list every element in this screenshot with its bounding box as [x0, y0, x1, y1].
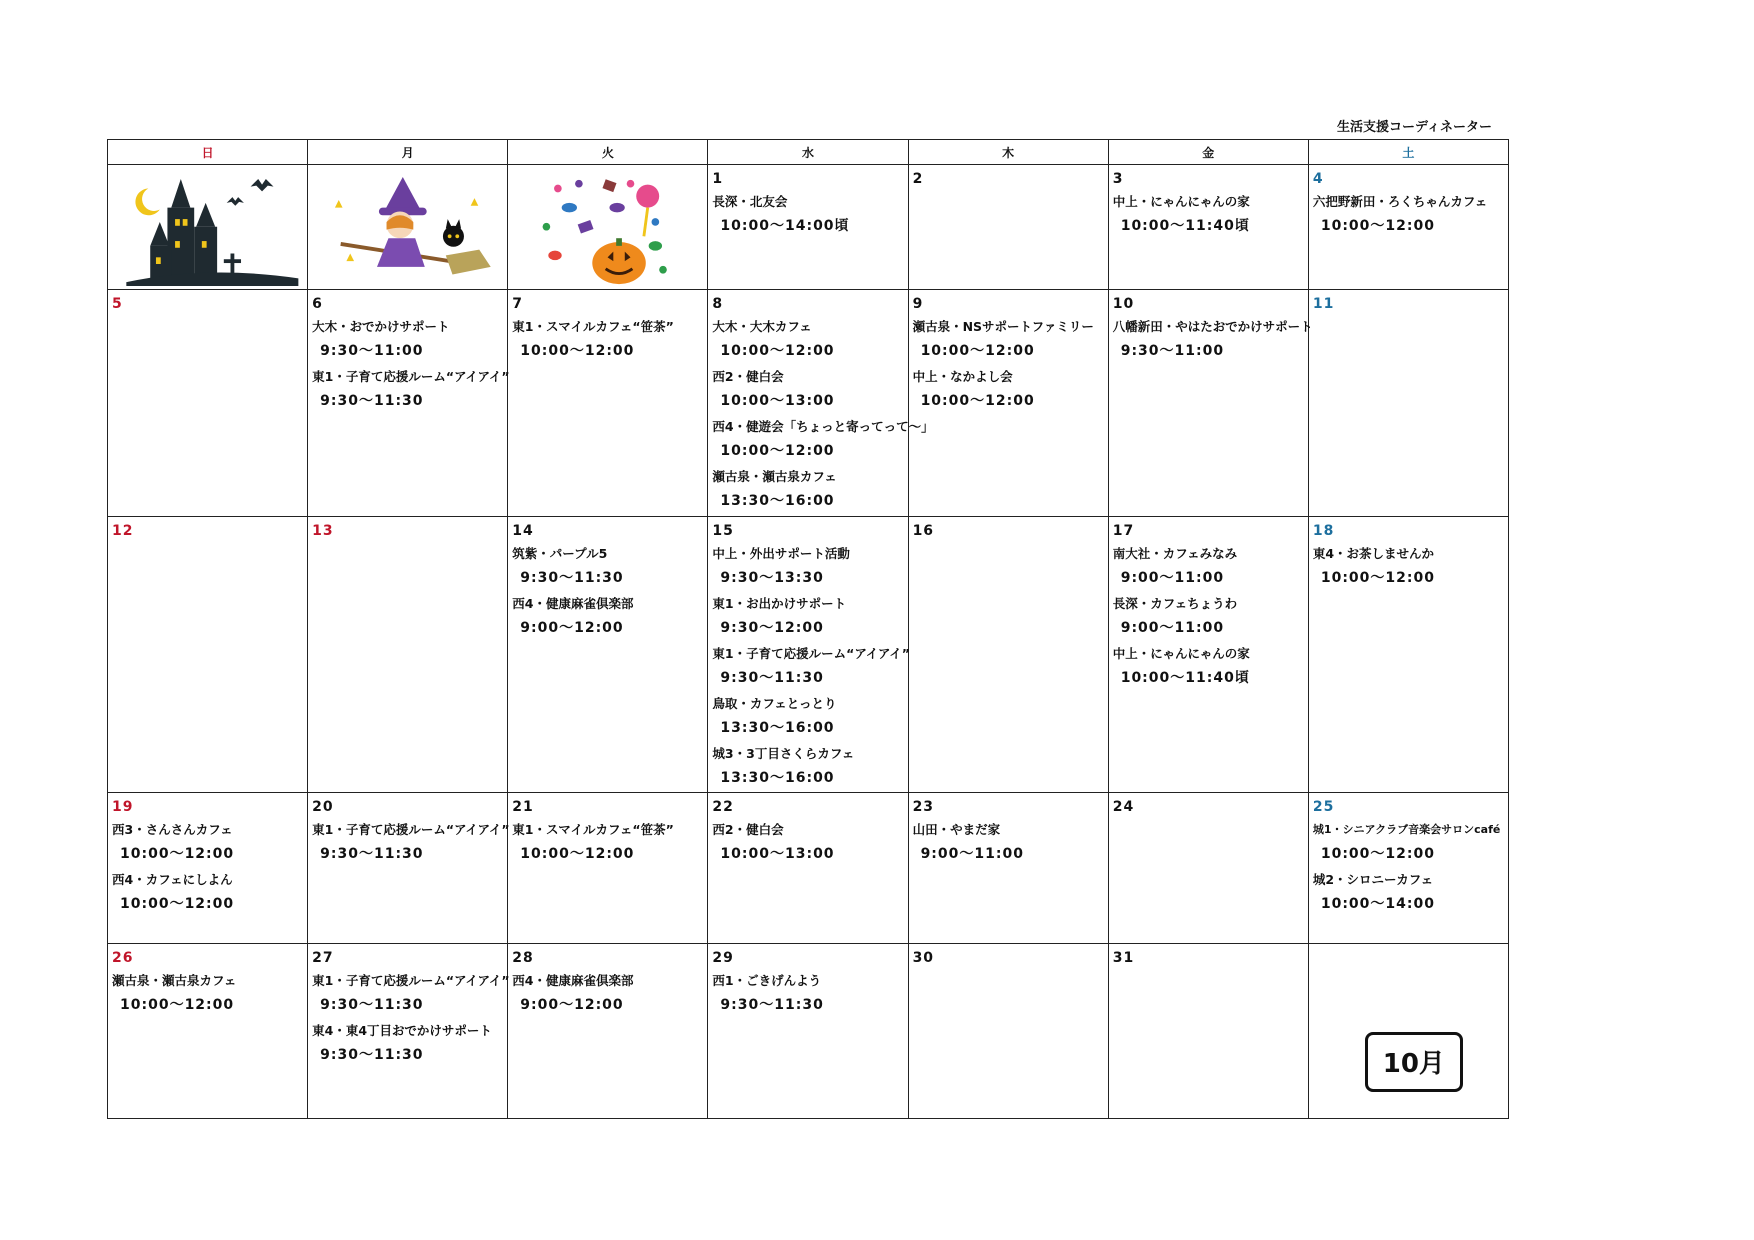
event-item — [1113, 641, 1304, 691]
week-row-1 — [108, 165, 1509, 290]
day-number: 26 — [112, 949, 134, 966]
event-name: 瀬古泉・瀬古泉カフェ — [712, 469, 837, 485]
event-name: 大木・大木カフェ — [712, 319, 812, 335]
day-number: 20 — [312, 799, 334, 816]
event-item — [712, 741, 903, 791]
event-name: 中上・にゃんにゃんの家 — [1112, 645, 1250, 661]
day-number: 19 — [112, 799, 134, 816]
event-item — [1313, 817, 1504, 867]
event-item — [512, 591, 703, 641]
event-name: 西4・健康麻雀倶楽部 — [512, 972, 634, 988]
day-cell-15 — [708, 516, 908, 793]
day-cell-25 — [1308, 793, 1508, 943]
event-time: 9:30～11:30 — [720, 996, 824, 1013]
event-item — [1313, 189, 1504, 239]
day-number: 23 — [912, 799, 935, 816]
event-name: 西1・ごきげんよう — [712, 972, 822, 988]
event-item — [1113, 189, 1304, 239]
day-cell-6 — [308, 290, 508, 516]
day-cell-5 — [108, 290, 308, 516]
day-number: 27 — [312, 949, 334, 966]
event-name: 東1・子育て応援ルーム“アイアイ” — [312, 822, 510, 838]
event-name: 東1・スマイルカフェ“笹茶” — [512, 822, 674, 838]
event-time: 10:00～12:00 — [1320, 569, 1435, 586]
event-time: 9:00～11:00 — [920, 846, 1024, 863]
day-cell-28 — [508, 943, 708, 1118]
day-cell-10 — [1108, 290, 1313, 516]
day-number: 13 — [312, 522, 334, 539]
event-name: 八幡新田・やはたおでかけサポート — [1112, 319, 1313, 335]
day-cell-12 — [108, 516, 308, 793]
event-item — [512, 817, 703, 867]
event-time: 10:00～11:40頃 — [1120, 218, 1250, 234]
event-name: 西4・健康麻雀倶楽部 — [512, 595, 634, 611]
event-name: 中上・なかよし会 — [912, 369, 1013, 385]
event-time: 9:30～11:30 — [320, 393, 424, 410]
day-number: 31 — [1112, 949, 1135, 966]
event-name: 鳥取・カフェとっとり — [712, 695, 837, 711]
event-time: 10:00～12:00 — [720, 443, 835, 460]
event-name: 南大社・カフェみなみ — [1112, 545, 1238, 561]
day-cell-29 — [708, 943, 908, 1118]
event-time: 9:30～11:00 — [1120, 343, 1225, 360]
event-name: 中上・外出サポート活動 — [712, 545, 850, 561]
weekday-wednesday: 水 — [708, 140, 908, 165]
event-item — [112, 968, 303, 1018]
event-item — [712, 541, 903, 591]
day-number: 30 — [912, 949, 935, 966]
event-time: 10:00～14:00 — [1320, 896, 1435, 913]
month-label: 10月 — [1365, 1032, 1463, 1092]
day-number: 28 — [512, 949, 534, 966]
event-name: 東4・お茶しませんか — [1312, 545, 1435, 561]
event-item — [312, 1018, 503, 1068]
day-number: 12 — [112, 522, 134, 539]
event-name: 西2・健白会 — [712, 369, 784, 385]
day-number: 6 — [312, 296, 323, 313]
event-time: 9:00～11:00 — [1120, 569, 1225, 586]
week-row-3 — [108, 516, 1509, 793]
event-item — [312, 364, 510, 414]
event-name: 大木・おでかけサポート — [312, 319, 450, 335]
day-cell-3 — [1108, 165, 1308, 290]
event-item — [1113, 591, 1304, 641]
event-item — [712, 691, 903, 741]
event-name: 六把野新田・ろくちゃんカフェ — [1312, 194, 1488, 209]
day-cell-7 — [508, 290, 708, 516]
event-name: 東1・スマイルカフェ“笹茶” — [512, 319, 674, 335]
day-cell-2 — [908, 165, 1108, 290]
candy-and-pumpkin-illustration — [508, 165, 708, 290]
day-cell-8 — [708, 290, 934, 516]
event-item — [512, 314, 703, 364]
event-item — [712, 364, 903, 414]
event-name: 東4・東4丁目おでかけサポート — [312, 1022, 492, 1038]
event-time: 10:00～12:00 — [720, 343, 835, 360]
day-number: 17 — [1112, 522, 1135, 539]
event-item — [712, 968, 903, 1018]
day-number: 9 — [912, 296, 924, 313]
event-item — [712, 464, 903, 514]
weekday-monday: 月 — [308, 140, 508, 165]
event-time: 10:00～12:00 — [520, 343, 635, 360]
event-item — [312, 314, 503, 364]
day-cell-26 — [108, 943, 308, 1118]
day-cell-19 — [108, 793, 308, 943]
event-item — [1313, 541, 1504, 591]
day-number: 21 — [512, 799, 534, 816]
event-name: 長深・北友会 — [712, 194, 788, 209]
event-item — [512, 968, 703, 1018]
event-name: 西2・健白会 — [712, 822, 784, 838]
weekday-thursday: 木 — [908, 140, 1108, 165]
day-cell-23 — [908, 793, 1108, 943]
day-number: 24 — [1112, 799, 1135, 816]
week-row-2 — [108, 290, 1509, 516]
event-item — [712, 414, 934, 464]
day-cell-9 — [908, 290, 1108, 516]
event-time: 13:30～16:00 — [720, 719, 835, 736]
event-name: 西4・カフェにしよん — [112, 872, 233, 888]
day-cell-31 — [1108, 943, 1308, 1118]
calendar-table — [107, 139, 1509, 1119]
day-cell-24 — [1108, 793, 1308, 943]
day-number: 15 — [712, 522, 734, 539]
event-item — [712, 817, 903, 867]
day-cell-22 — [708, 793, 908, 943]
day-number: 7 — [512, 296, 524, 313]
event-time: 9:30～11:30 — [320, 1046, 424, 1063]
day-number: 11 — [1312, 296, 1335, 313]
event-item — [712, 641, 910, 691]
day-cell-4 — [1308, 165, 1508, 290]
witch-on-broom-illustration — [308, 165, 508, 290]
day-number: 1 — [712, 171, 724, 187]
event-name: 城1・シニアクラブ音楽会サロンcafé — [1312, 823, 1501, 837]
day-cell-20 — [308, 793, 508, 943]
day-number: 4 — [1312, 171, 1324, 187]
event-time: 10:00～12:00 — [920, 343, 1035, 360]
event-time: 9:00～12:00 — [520, 619, 624, 636]
event-time: 9:30～13:30 — [720, 569, 824, 586]
day-cell-11 — [1308, 290, 1508, 516]
event-time: 10:00～12:00 — [920, 393, 1035, 410]
event-item — [913, 817, 1104, 867]
event-time: 9:30～11:30 — [320, 996, 424, 1013]
event-time: 9:00～11:00 — [1120, 619, 1225, 636]
event-item — [112, 817, 303, 867]
event-time: 10:00～12:00 — [1320, 218, 1435, 234]
event-name: 瀬古泉・NSサポートファミリー — [912, 319, 1094, 335]
event-time: 9:30～11:00 — [320, 343, 424, 360]
event-time: 10:00～13:00 — [720, 846, 835, 863]
day-cell-14 — [508, 516, 708, 793]
day-cell-18 — [1308, 516, 1508, 793]
event-item — [913, 314, 1104, 364]
event-time: 9:00～12:00 — [520, 996, 624, 1013]
event-item — [1113, 541, 1304, 591]
day-number: 10 — [1112, 296, 1135, 313]
event-item — [512, 541, 703, 591]
day-cell-17 — [1108, 516, 1308, 793]
event-name: 瀬古泉・瀬古泉カフェ — [112, 972, 237, 988]
day-number: 16 — [912, 522, 935, 539]
event-item — [312, 817, 510, 867]
event-time: 13:30～16:00 — [720, 769, 835, 786]
event-item — [112, 867, 303, 917]
day-number: 8 — [712, 296, 724, 313]
week-row-5 — [108, 943, 1509, 1118]
event-name: 中上・にゃんにゃんの家 — [1112, 194, 1250, 209]
event-time: 9:30～11:30 — [320, 846, 424, 863]
event-time: 10:00～13:00 — [720, 393, 835, 410]
event-time: 10:00～14:00頃 — [720, 218, 850, 234]
event-name: 城2・シロニーカフェ — [1312, 872, 1434, 888]
event-item — [312, 968, 510, 1018]
event-time: 10:00～12:00 — [120, 896, 235, 913]
day-number: 29 — [712, 949, 734, 966]
event-time: 10:00～11:40頃 — [1120, 669, 1250, 686]
event-time: 9:30～11:30 — [520, 569, 624, 586]
weekday-friday: 金 — [1108, 140, 1308, 165]
event-item — [712, 189, 903, 239]
day-cell-21 — [508, 793, 708, 943]
event-time: 13:30～16:00 — [720, 493, 835, 510]
event-name: 城3・3丁目さくらカフェ — [712, 745, 855, 761]
event-item — [1112, 314, 1313, 364]
day-cell-13 — [308, 516, 508, 793]
day-number: 5 — [112, 296, 123, 313]
day-cell-16 — [908, 516, 1108, 793]
day-number: 18 — [1312, 522, 1335, 539]
event-item — [712, 314, 903, 364]
event-name: 東1・子育て応援ルーム“アイアイ” — [312, 972, 510, 988]
event-name: 東1・子育て応援ルーム“アイアイ” — [312, 369, 510, 385]
event-time: 10:00～12:00 — [120, 996, 235, 1013]
weekday-tuesday: 火 — [508, 140, 708, 165]
organization-label: 生活支援コーディネーター — [1337, 120, 1492, 135]
event-time: 9:30～11:30 — [720, 669, 824, 686]
event-name: 東1・子育て応援ルーム“アイアイ” — [712, 645, 910, 661]
weekday-header-row — [108, 140, 1509, 165]
event-time: 10:00～12:00 — [120, 846, 235, 863]
day-number: 25 — [1312, 799, 1335, 816]
event-name: 長深・カフェちょうわ — [1112, 595, 1238, 611]
event-name: 西4・健遊会「ちょっと寄ってって～」 — [712, 419, 934, 435]
day-cell-27 — [308, 943, 508, 1118]
event-item — [1313, 867, 1504, 917]
event-time: 9:30～12:00 — [720, 619, 824, 636]
weekday-sunday: 日 — [108, 140, 308, 165]
day-cell-30 — [908, 943, 1108, 1118]
event-name: 筑紫・パープル5 — [512, 545, 608, 561]
event-item — [913, 364, 1104, 414]
day-number: 22 — [712, 799, 734, 816]
day-number: 14 — [512, 522, 534, 539]
day-number: 2 — [912, 171, 924, 187]
day-number: 3 — [1112, 171, 1124, 187]
event-time: 10:00～12:00 — [1320, 846, 1435, 863]
day-cell-1 — [708, 165, 908, 290]
event-name: 西3・さんさんカフェ — [112, 822, 233, 838]
week-row-4 — [108, 793, 1509, 943]
month-label-cell — [1308, 943, 1508, 1118]
event-item — [712, 591, 903, 641]
weekday-saturday: 土 — [1308, 140, 1508, 165]
haunted-house-illustration — [108, 165, 308, 290]
event-name: 東1・お出かけサポート — [712, 595, 847, 611]
event-time: 10:00～12:00 — [520, 846, 635, 863]
event-name: 山田・やまだ家 — [912, 822, 1001, 838]
